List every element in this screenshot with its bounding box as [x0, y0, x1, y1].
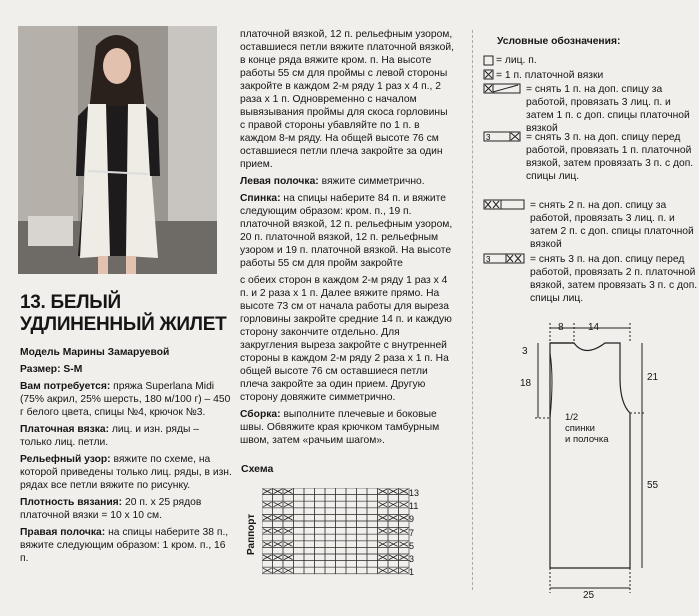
chart-cross [284, 542, 293, 547]
chart-cross [389, 529, 398, 534]
chart-cell [336, 514, 347, 521]
chart-cell [294, 508, 305, 515]
chart-cross [379, 542, 388, 547]
chart-cross [263, 502, 272, 507]
chart-cross [389, 502, 398, 507]
left-front-text: вяжите симметрично. [321, 176, 425, 187]
chart-cell [367, 547, 378, 554]
chart-cell [336, 508, 347, 515]
chart-cell [315, 501, 326, 508]
back-continued: с обеих сторон в каждом 2-м ряду 1 раз х 4 п. и 2 раза х 1 п. Далее вяжите прямо. На высоте 73 см от начала работы для выреза горловины закройте средние 14 п. и каждую сторону закончите отдельно. Для закругления выреза закройте с внутренней стороны в каждом 2-м ряду 2 раза х 1 п. На общей высоте 76 см оставшиеся петли плеча закройте за один прием. Другую сторону довяжите симметрично. [240, 275, 452, 403]
chart-cell [283, 521, 294, 528]
chart-cell [378, 495, 389, 502]
size-value: S-M [63, 364, 83, 375]
chart-cell [315, 561, 326, 568]
materials-label: Вам потребуется: [20, 381, 111, 392]
chart-cross [274, 502, 283, 507]
right-front-text: на спицы наберите 38 п., вяжите следующим образом: 1 кром. п., 16 п. [20, 527, 229, 564]
chart-cross [274, 489, 283, 494]
gauge-text: 20 п. х 25 рядов платочной вязки = 10 х 10 см. [20, 497, 202, 521]
chart-cross [379, 515, 388, 520]
chart-cell [388, 495, 399, 502]
chart-cell [283, 508, 294, 515]
chart-row-number: 7 [409, 527, 415, 538]
chart-cell [283, 561, 294, 568]
materials [20, 380, 232, 419]
right-front-label: Правая полочка: [20, 527, 106, 538]
chart-cell [283, 534, 294, 541]
chart-cell [262, 534, 273, 541]
chart-cell [367, 534, 378, 541]
chart-cross [263, 568, 272, 573]
dim-bottom: 25 [583, 590, 595, 601]
chart-cell [388, 534, 399, 541]
chart-cell [262, 547, 273, 554]
relief-pattern [20, 453, 232, 492]
chart-cross [400, 529, 409, 534]
back [240, 192, 455, 270]
rapport-label: Раппорт [246, 513, 257, 555]
knit-symbol-icon [484, 56, 493, 65]
chart-cell [304, 541, 315, 548]
chart-cell [399, 534, 410, 541]
chart-cell [315, 554, 326, 561]
chart-cross [274, 529, 283, 534]
size-label: Размер: [20, 364, 61, 375]
chart-cell [262, 508, 273, 515]
chart-cell [346, 547, 357, 554]
chart-cross [400, 515, 409, 520]
relief-label: Рельефный узор: [20, 454, 111, 465]
chart-cell [399, 547, 410, 554]
chart-cell [262, 495, 273, 502]
chart-cross [400, 502, 409, 507]
chart-cell [273, 547, 284, 554]
chart-cell [304, 534, 315, 541]
chart-cell [378, 521, 389, 528]
chart-cross [379, 568, 388, 573]
legend-item-4: = снять 3 п. на доп. спицу перед работой, провязать 1 п. платочной вязкой, затем провязать 3 п. с доп. спицы лиц. [526, 132, 694, 182]
chart-cell [367, 521, 378, 528]
relief-text: вяжите по схеме, на которой приведены только лиц. ряды, в изн. рядах все петли вяжите по рисунку. [20, 454, 232, 491]
chart-cell [304, 508, 315, 515]
chart-cross [400, 568, 409, 573]
column-divider [472, 30, 473, 590]
assembly [240, 408, 455, 447]
chart-cell [304, 521, 315, 528]
right-front [20, 526, 232, 565]
chart-cell [294, 521, 305, 528]
cable-1-3-back-icon [484, 84, 520, 93]
chart-cell [325, 501, 336, 508]
size-line [20, 363, 232, 376]
chart-cell [294, 541, 305, 548]
chart-cell [336, 488, 347, 495]
chart-cell [336, 495, 347, 502]
chart-cell [283, 547, 294, 554]
right-front-continued: платочной вязкой, 12 п. рельефным узором, оставшиеся петли вяжите платочной вязкой, в конце ряда вяжите кром. п. На высоте работы 55 см для проймы с левой стороны закройте в каждом 2-м ряду 1 раз х 4 п., 2 раза х 1 п. Одновременно с началом вывязывания проймы для скоса горловины с правой стороны убавляйте по 1 п. в каждом 8-м ряду. На общей высоте 76 см оставшиеся петли плеча закройте за один прием. [240, 29, 455, 170]
chart-cell [304, 547, 315, 554]
assembly-label: Сборка: [240, 409, 281, 420]
chart-cell [367, 488, 378, 495]
chart-cell [346, 501, 357, 508]
chart-cross [274, 542, 283, 547]
chart-cell [357, 514, 368, 521]
chart-cell [304, 567, 315, 574]
chart-cell [357, 547, 368, 554]
chart-cell [315, 567, 326, 574]
chart-cell [273, 561, 284, 568]
chart-cell [336, 534, 347, 541]
gauge-label: Плотность вязания: [20, 497, 123, 508]
chart-cell [315, 508, 326, 515]
chart-cross [379, 529, 388, 534]
chart-cell [304, 528, 315, 535]
chart-cell [367, 508, 378, 515]
chart-grid [262, 488, 409, 574]
chart-cell [294, 561, 305, 568]
chart-cell [262, 521, 273, 528]
chart-cell [357, 495, 368, 502]
chart-cell [357, 488, 368, 495]
chart-cell [399, 508, 410, 515]
legend-item-1: = лиц. п. [496, 55, 537, 66]
chart-cross [263, 542, 272, 547]
svg-text:3: 3 [486, 133, 491, 142]
chart-cell [325, 508, 336, 515]
chart-cell [294, 547, 305, 554]
chart-cell [357, 501, 368, 508]
chart-cell [336, 501, 347, 508]
chart-row-number: 3 [409, 553, 415, 564]
chart-cell [273, 534, 284, 541]
chart-cell [399, 561, 410, 568]
chart-cross [274, 568, 283, 573]
chart-cell [357, 561, 368, 568]
chart-cell [399, 495, 410, 502]
assembly-text: выполните плечевые и боковые швы. Обвяжите края крючком тамбурным швом, затем «рачьим шагом». [240, 409, 440, 446]
pattern-outline [550, 343, 630, 568]
chart-cell [294, 534, 305, 541]
chart-cell [388, 508, 399, 515]
chart-cell [336, 547, 347, 554]
chart-cell [283, 495, 294, 502]
chart-cell [346, 521, 357, 528]
legend-item-2: = 1 п. платочной вязки [496, 70, 604, 81]
chart-cell [315, 488, 326, 495]
stitch-chart [262, 488, 422, 578]
chart-cell [304, 488, 315, 495]
chart-cell [367, 495, 378, 502]
chart-cell [346, 514, 357, 521]
chart-cell [357, 521, 368, 528]
chart-cell [315, 547, 326, 554]
chart-row-number: 13 [409, 488, 420, 498]
chart-cell [367, 514, 378, 521]
chart-cell [367, 554, 378, 561]
chart-cell [294, 488, 305, 495]
chart-cross [389, 542, 398, 547]
chart-cell [336, 541, 347, 548]
dim-armhole: 21 [647, 372, 659, 383]
chart-cross [284, 529, 293, 534]
chart-cell [357, 567, 368, 574]
chart-cell [294, 528, 305, 535]
chart-cell [325, 567, 336, 574]
chart-cell [262, 561, 273, 568]
chart-cell [304, 501, 315, 508]
chart-row-numbers [409, 488, 419, 580]
back-text: на спицы наберите 84 п. и вяжите следующим образом: кром. п., 19 п. платочной вязкой, 12 п. рельефным узором, 20 п. платочной вязкой, 12 п. рельефным узором и 19 п. платочной вязкой. На высоте работы 55 см для пройм закройте [240, 193, 453, 269]
chart-cell [315, 495, 326, 502]
chart-cell [346, 554, 357, 561]
chart-cell [325, 528, 336, 535]
chart-cell [388, 521, 399, 528]
chart-cell [315, 514, 326, 521]
chart-cell [294, 514, 305, 521]
chart-cell [325, 554, 336, 561]
chart-cell [304, 495, 315, 502]
model-author: Модель Марины Замаруевой [20, 347, 170, 358]
chart-cell [357, 528, 368, 535]
cable-3-1-front-icon [484, 132, 520, 142]
chart-cell [294, 567, 305, 574]
chart-cell [325, 547, 336, 554]
garment-pattern [510, 318, 670, 608]
chart-cross [389, 515, 398, 520]
left-front [240, 175, 455, 188]
chart-cross [274, 555, 283, 560]
chart-cell [315, 521, 326, 528]
chart-cell [346, 528, 357, 535]
chart-cell [346, 495, 357, 502]
legend-item-6: = снять 3 п. на доп. спицу перед работой, провязать 2 п. платочной вязкой, затем провязать 3 п. с доп. спицы лиц. [530, 254, 698, 304]
chart-cell [367, 541, 378, 548]
chart-cell [273, 521, 284, 528]
article-title: 13. БЕЛЫЙ УДЛИНЕННЫЙ ЖИЛЕТ [20, 292, 227, 335]
model-photo [18, 26, 217, 274]
chart-cross [400, 489, 409, 494]
chart-cross [284, 555, 293, 560]
left-front-label: Левая полочка: [240, 176, 319, 187]
chart-cell [325, 488, 336, 495]
chart-cross [389, 568, 398, 573]
chart-cell [378, 508, 389, 515]
chart-cross [284, 515, 293, 520]
chart-cell [346, 508, 357, 515]
chart-cell [273, 495, 284, 502]
materials-text: пряжа Superlana Midi (75% акрил, 25% шерсть, 180 м/100 г) – 450 г белого цвета, спицы №4, крючок №3. [20, 381, 231, 418]
chart-cell [325, 495, 336, 502]
chart-cross [274, 515, 283, 520]
chart-cross [284, 489, 293, 494]
chart-cell [346, 561, 357, 568]
cable-2-3-back-icon [484, 200, 524, 209]
chart-cell [346, 534, 357, 541]
chart-cell [325, 534, 336, 541]
stockinette-text: лиц. и изн. ряды – только лиц. петли. [20, 424, 199, 448]
chart-cell [388, 547, 399, 554]
middle-column-bottom [240, 274, 455, 451]
chart-cell [294, 495, 305, 502]
chart-cross [400, 542, 409, 547]
chart-cross [263, 489, 272, 494]
chart-cell [357, 541, 368, 548]
chart-cell [294, 554, 305, 561]
chart-cell [336, 561, 347, 568]
chart-cell [357, 554, 368, 561]
dim-neck: 8 [558, 322, 564, 333]
chart-cross [389, 489, 398, 494]
chart-row-number: 5 [409, 540, 415, 551]
chart-cell [273, 508, 284, 515]
chart-cross [284, 568, 293, 573]
chart-cell [346, 567, 357, 574]
chart-cell [315, 528, 326, 535]
chart-cell [304, 561, 315, 568]
chart-cell [367, 561, 378, 568]
dim-armhole-side: 18 [520, 378, 532, 389]
middle-column-top [240, 28, 455, 274]
pattern-label: 1/2 спинки и полочка [565, 412, 609, 445]
chart-cross [263, 515, 272, 520]
chart-cell [336, 567, 347, 574]
chart-cell [367, 501, 378, 508]
chart-cross [389, 555, 398, 560]
chart-cross [379, 489, 388, 494]
chart-row-number: 9 [409, 514, 415, 525]
chart-cell [336, 528, 347, 535]
chart-cross [263, 529, 272, 534]
svg-text:3: 3 [486, 255, 491, 264]
chart-cell [378, 547, 389, 554]
legend-item-5: = снять 2 п. на доп. спицу за работой, провязать 3 лиц. п. и затем 2 п. с доп. спицы платочной вязкой [530, 200, 694, 250]
schema-title: Схема [241, 463, 274, 475]
chart-row-number: 1 [409, 567, 415, 578]
legend-item-3: = снять 1 п. на доп. спицу за работой, провязать 3 лиц. п. и затем 1 п. с доп. спицы платочной вязкой [526, 84, 690, 134]
chart-cell [357, 508, 368, 515]
left-column [20, 346, 232, 569]
chart-cell [294, 501, 305, 508]
chart-cell [315, 534, 326, 541]
chart-cross [379, 555, 388, 560]
chart-cell [325, 541, 336, 548]
chart-cross [400, 555, 409, 560]
chart-cell [325, 521, 336, 528]
chart-cell [315, 541, 326, 548]
chart-row-number: 11 [409, 501, 419, 512]
chart-cell [378, 561, 389, 568]
chart-cell [367, 528, 378, 535]
chart-cell [399, 521, 410, 528]
chart-cross [263, 555, 272, 560]
gauge [20, 496, 232, 522]
cable-3-2-front-icon [484, 254, 524, 264]
chart-cell [325, 561, 336, 568]
stockinette-label: Платочная вязка: [20, 424, 110, 435]
dim-shoulder: 14 [588, 322, 600, 333]
chart-cross [379, 502, 388, 507]
chart-cell [304, 554, 315, 561]
chart-cell [388, 561, 399, 568]
chart-cross [284, 502, 293, 507]
chart-cell [304, 514, 315, 521]
stockinette [20, 423, 232, 449]
chart-cell [336, 521, 347, 528]
chart-cell [336, 554, 347, 561]
dim-drop: 3 [522, 346, 528, 357]
chart-cell [346, 488, 357, 495]
stockinette-symbol-icon [484, 70, 493, 79]
chart-cell [325, 514, 336, 521]
chart-cell [357, 534, 368, 541]
chart-cell [367, 567, 378, 574]
back-label: Спинка: [240, 193, 281, 204]
dim-body: 55 [647, 480, 659, 491]
chart-cell [378, 534, 389, 541]
legend-title: Условные обозначения: [497, 36, 621, 47]
chart-cell [346, 541, 357, 548]
